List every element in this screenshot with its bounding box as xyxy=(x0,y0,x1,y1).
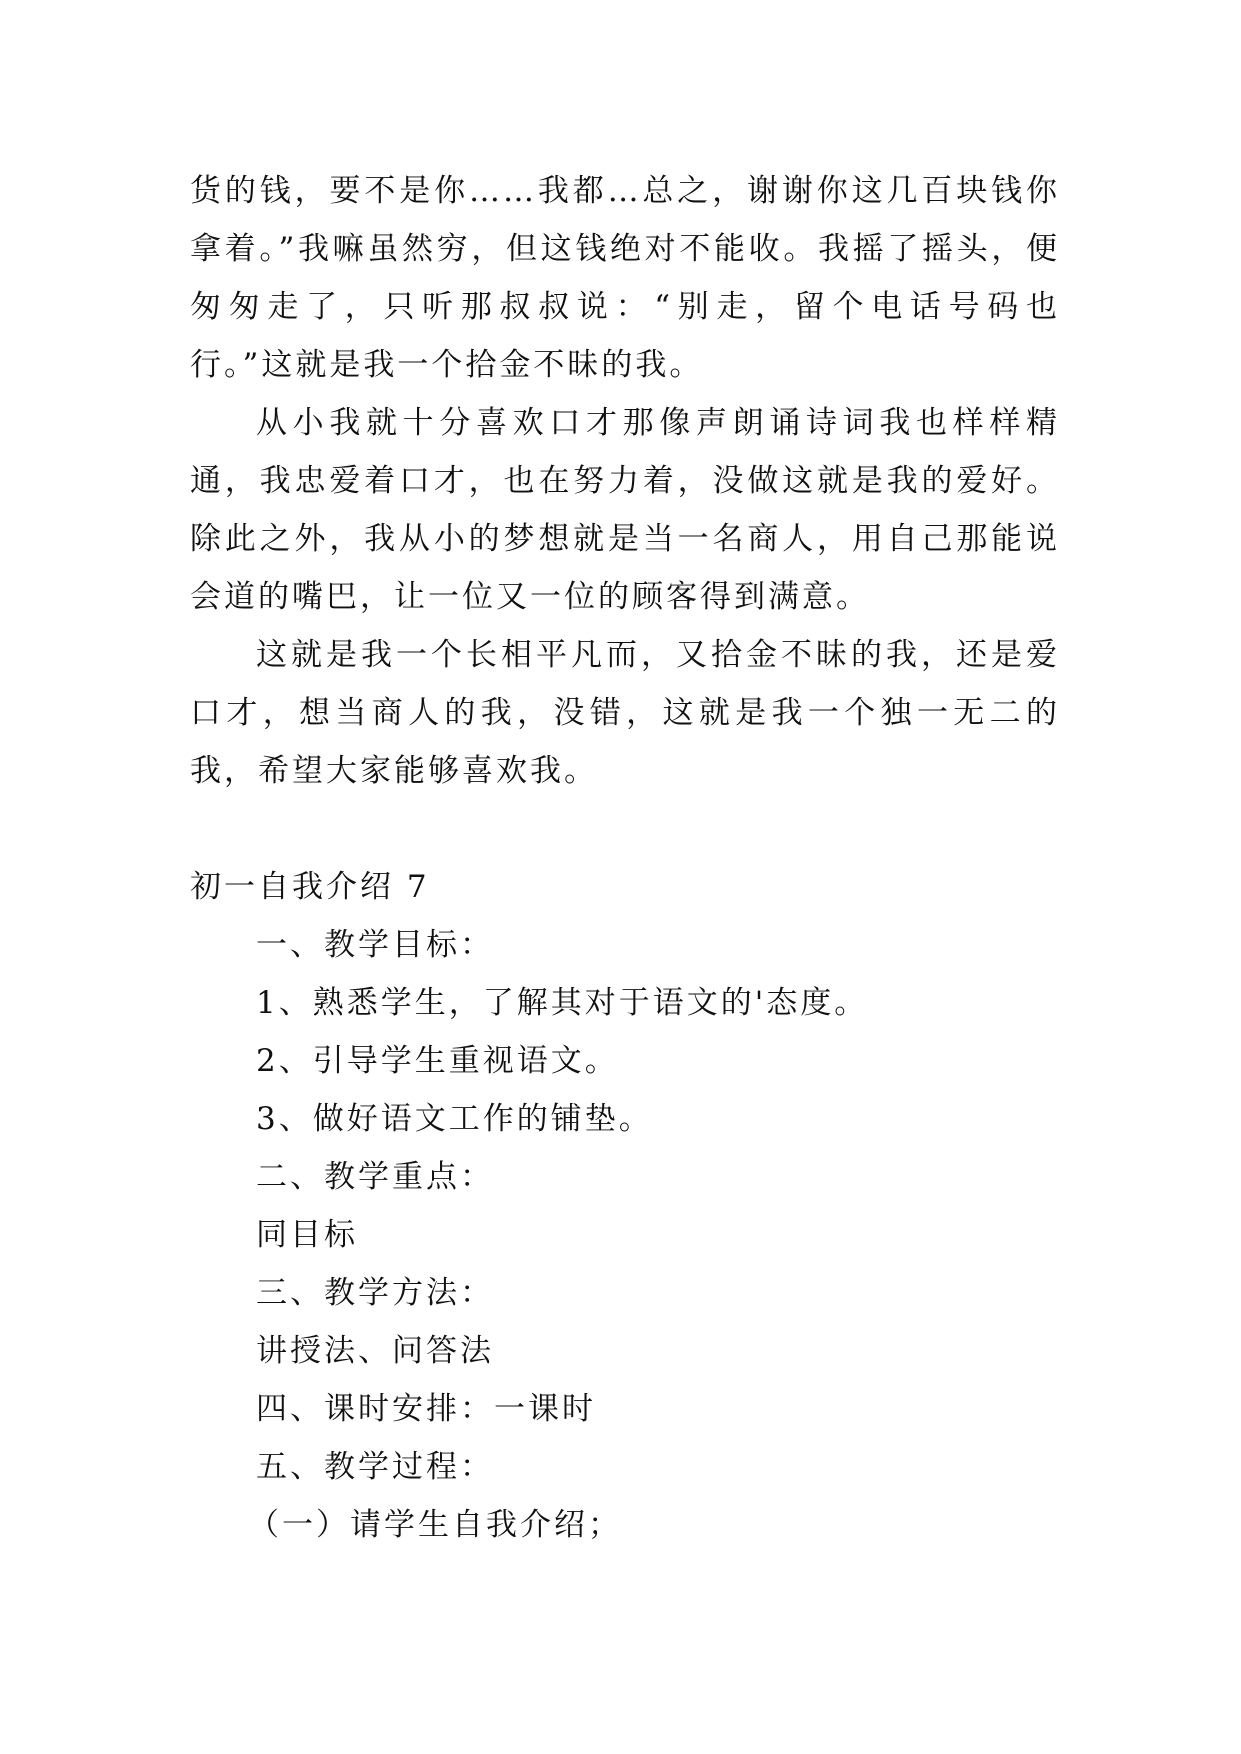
document-body xyxy=(190,162,1060,1554)
item-teaching-process: 五、教学过程： xyxy=(256,1449,494,1485)
paragraph-continued: 货的钱，要不是你……我都…总之，谢谢你这几百块钱你拿着。”我嘛虽然穷，但这钱绝对不能收。我摇了摇头，便匆匆走了，只听那叔叔说：“别走，留个电话号码也行。”这就是我一个拾金不昧的我。 xyxy=(190,173,1060,383)
item-goal-2: 2、引导学生重视语文。 xyxy=(256,1043,619,1079)
paragraph-closing: 这就是我一个长相平凡而，又拾金不昧的我，还是爱口才，想当商人的我，没错，这就是我一个独一无二的我，希望大家能够喜欢我。 xyxy=(190,637,1060,789)
paragraph-hobby: 从小我就十分喜欢口才那像声朗诵诗词我也样样精通，我忠爱着口才，也在努力着，没做这就是我的爱好。除此之外，我从小的梦想就是当一名商人，用自己那能说会道的嘴巴，让一位又一位的顾客得到满意。 xyxy=(190,405,1060,615)
section-title: 初一自我介绍 7 xyxy=(190,869,430,905)
item-teaching-focus: 二、教学重点： xyxy=(256,1159,494,1195)
item-teaching-methods: 三、教学方法： xyxy=(256,1275,494,1311)
item-methods-content: 讲授法、问答法 xyxy=(256,1333,494,1369)
item-goal-1: 1、熟悉学生，了解其对于语文的'态度。 xyxy=(256,985,869,1021)
item-goal-3: 3、做好语文工作的铺垫。 xyxy=(256,1101,653,1137)
item-focus-content: 同目标 xyxy=(256,1217,358,1253)
item-teaching-goals: 一、教学目标： xyxy=(256,927,494,963)
item-schedule: 四、课时安排：一课时 xyxy=(256,1391,596,1427)
item-process-step-1: （一）请学生自我介绍； xyxy=(248,1507,622,1543)
